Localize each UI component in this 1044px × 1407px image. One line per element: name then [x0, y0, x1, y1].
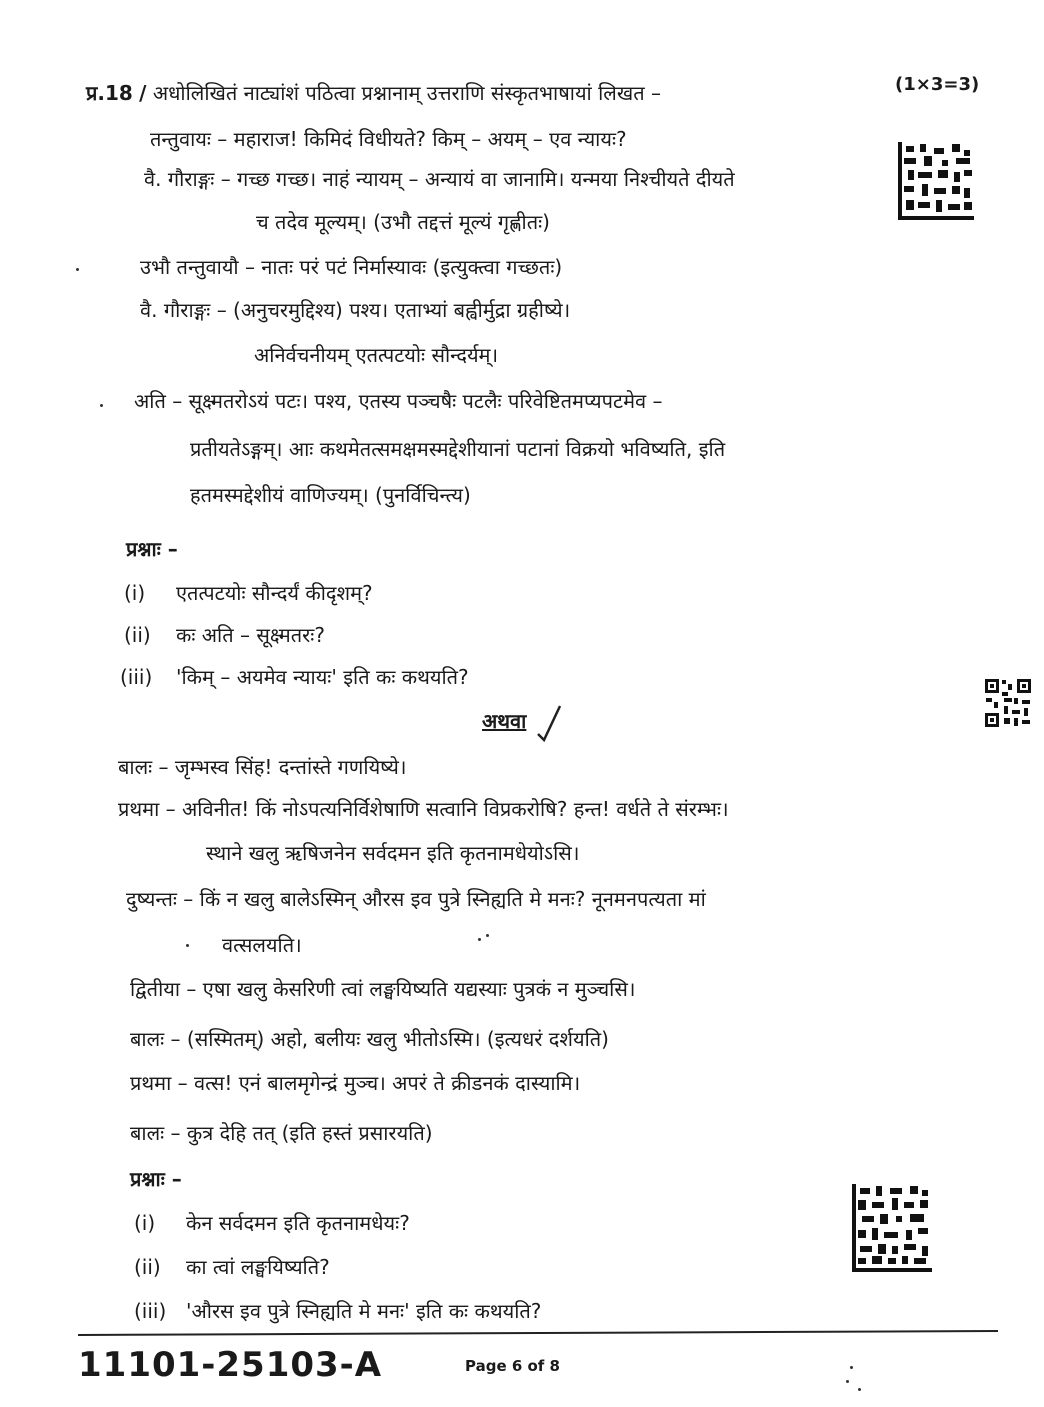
passage2-line: स्थाने खलु ऋषिजनेन सर्वदमन इति कृतनामधेयोऽसि। — [206, 841, 580, 865]
question-item — [134, 1254, 330, 1280]
scan-speck — [486, 934, 489, 937]
questions-label: प्रश्नाः – — [126, 537, 178, 561]
question-item — [124, 580, 373, 606]
passage1-line: च तदेव मूल्यम्। (उभौ तद्दत्तं मूल्यं गृह्णीतः) — [256, 210, 550, 234]
question-num: (iii) — [134, 1299, 167, 1323]
marks-label: (1×3=3) — [895, 74, 980, 95]
passage2-line: प्रथमा – वत्स! एनं बालमृगेन्द्रं मुञ्च। अपरं ते क्रीडनकं दास्यामि। — [130, 1071, 581, 1095]
check-mark-icon — [534, 702, 564, 742]
question-item — [124, 622, 325, 648]
question-num: (ii) — [134, 1255, 161, 1279]
page-number: Page 6 of 8 — [465, 1357, 560, 1375]
scan-speck — [858, 1388, 861, 1391]
datamatrix-code-icon — [852, 1184, 932, 1272]
question-num: (ii) — [124, 623, 151, 647]
question-item — [120, 664, 469, 690]
paper-code: 11101-25103-A — [78, 1345, 383, 1385]
passage2-line: दुष्यन्तः – किं न खलु बालेऽस्मिन् औरस इव पुत्रे स्निह्यति मे मनः? नूनमनपत्यता मां — [126, 887, 706, 911]
passage2-line: वत्सलयति। — [222, 933, 302, 957]
question-text: केन सर्वदमन इति कृतनामधेयः? — [186, 1211, 410, 1235]
qr-code-icon — [984, 678, 1032, 728]
question-num: (i) — [134, 1211, 156, 1235]
passage2-line: द्वितीया – एषा खलु केसरिणी त्वां लङ्घयिष्यति यद्यस्याः पुत्रकं न मुञ्चसि। — [130, 977, 636, 1001]
passage2-line: बालः – (सस्मितम्) अहो, बलीयः खलु भीतोऽस्मि। (इत्यधरं दर्शयति) — [130, 1027, 609, 1051]
or-label: अथवा — [482, 709, 527, 733]
passage1-line: वै. गौराङ्गः – (अनुचरमुद्दिश्य) पश्य। एताभ्यां बह्वीर्मुद्रा ग्रहीष्ये। — [140, 298, 571, 322]
question-text: 'किम् – अयमेव न्यायः' इति कः कथयति? — [176, 665, 469, 689]
question-instruction: अधोलिखितं नाट्यांशं पठित्वा प्रश्नानाम् उत्तराणि संस्कृतभाषायां लिखत – — [152, 81, 661, 105]
questions-label: प्रश्नाः – — [130, 1167, 182, 1191]
scan-speck — [846, 1380, 849, 1383]
passage1-line: अनिर्वचनीयम् एतत्पटयोः सौन्दर्यम्। — [254, 343, 499, 367]
question-text: कः अति – सूक्ष्मतरः? — [176, 623, 325, 647]
passage2-line: प्रथमा – अविनीत! किं नोऽपत्यनिर्विशेषाणि सत्वानि विप्रकरोषि? हन्त! वर्धते ते संरम्भः। — [118, 797, 729, 821]
passage2-line: बालः – जृम्भस्व सिंह! दन्तांस्ते गणयिष्ये। — [118, 755, 407, 779]
question-num: (i) — [124, 581, 146, 605]
question-header: प्र.18 / अधोलिखितं नाट्यांशं पठित्वा प्रश्नानाम् उत्तराणि संस्कृतभाषायां लिखत – — [86, 81, 661, 105]
question-text: एतत्पटयोः सौन्दर्यं कीदृशम्? — [176, 581, 373, 605]
footer-rule — [78, 1330, 998, 1336]
scan-speck — [186, 944, 189, 947]
datamatrix-code-icon — [898, 142, 974, 220]
scan-speck — [76, 268, 79, 271]
question-number: प्र.18 — [86, 81, 133, 105]
question-item — [134, 1210, 410, 1236]
question-text: का त्वां लङ्घयिष्यति? — [186, 1255, 330, 1279]
passage2-line: बालः – कुत्र देहि तत् (इति हस्तं प्रसारयति) — [130, 1121, 433, 1145]
question-num: (iii) — [120, 665, 153, 689]
scan-speck — [478, 938, 481, 941]
passage1-line: उभौ तन्तुवायौ – नातः परं पटं निर्मास्यावः (इत्युक्त्वा गच्छतः) — [140, 255, 563, 279]
question-text: 'औरस इव पुत्रे स्निह्यति मे मनः' इति कः कथयति? — [186, 1299, 542, 1323]
passage1-line: हतमस्मद्देशीयं वाणिज्यम्। (पुनर्विचिन्त्य) — [190, 483, 471, 507]
passage1-line: अति – सूक्ष्मतरोऽयं पटः। पश्य, एतस्य पञ्चषैः पटलैः परिवेष्टितमप्यपटमेव – — [134, 389, 663, 413]
passage1-line: तन्तुवायः – महाराज! किमिदं विधीयते? किम् – अयम् – एव न्यायः? — [150, 127, 627, 151]
scan-speck — [100, 404, 103, 407]
scan-speck — [850, 1366, 853, 1369]
question-item — [134, 1298, 541, 1324]
passage1-line: प्रतीयतेऽङ्गम्। आः कथमेतत्समक्षमस्मद्देशीयानां पटानां विक्रयो भविष्यति, इति — [190, 437, 726, 461]
passage1-line: वै. गौराङ्गः – गच्छ गच्छ। नाहं न्यायम् – अन्यायं वा जानामि। यन्मया निश्चीयते दीयते — [144, 167, 735, 191]
